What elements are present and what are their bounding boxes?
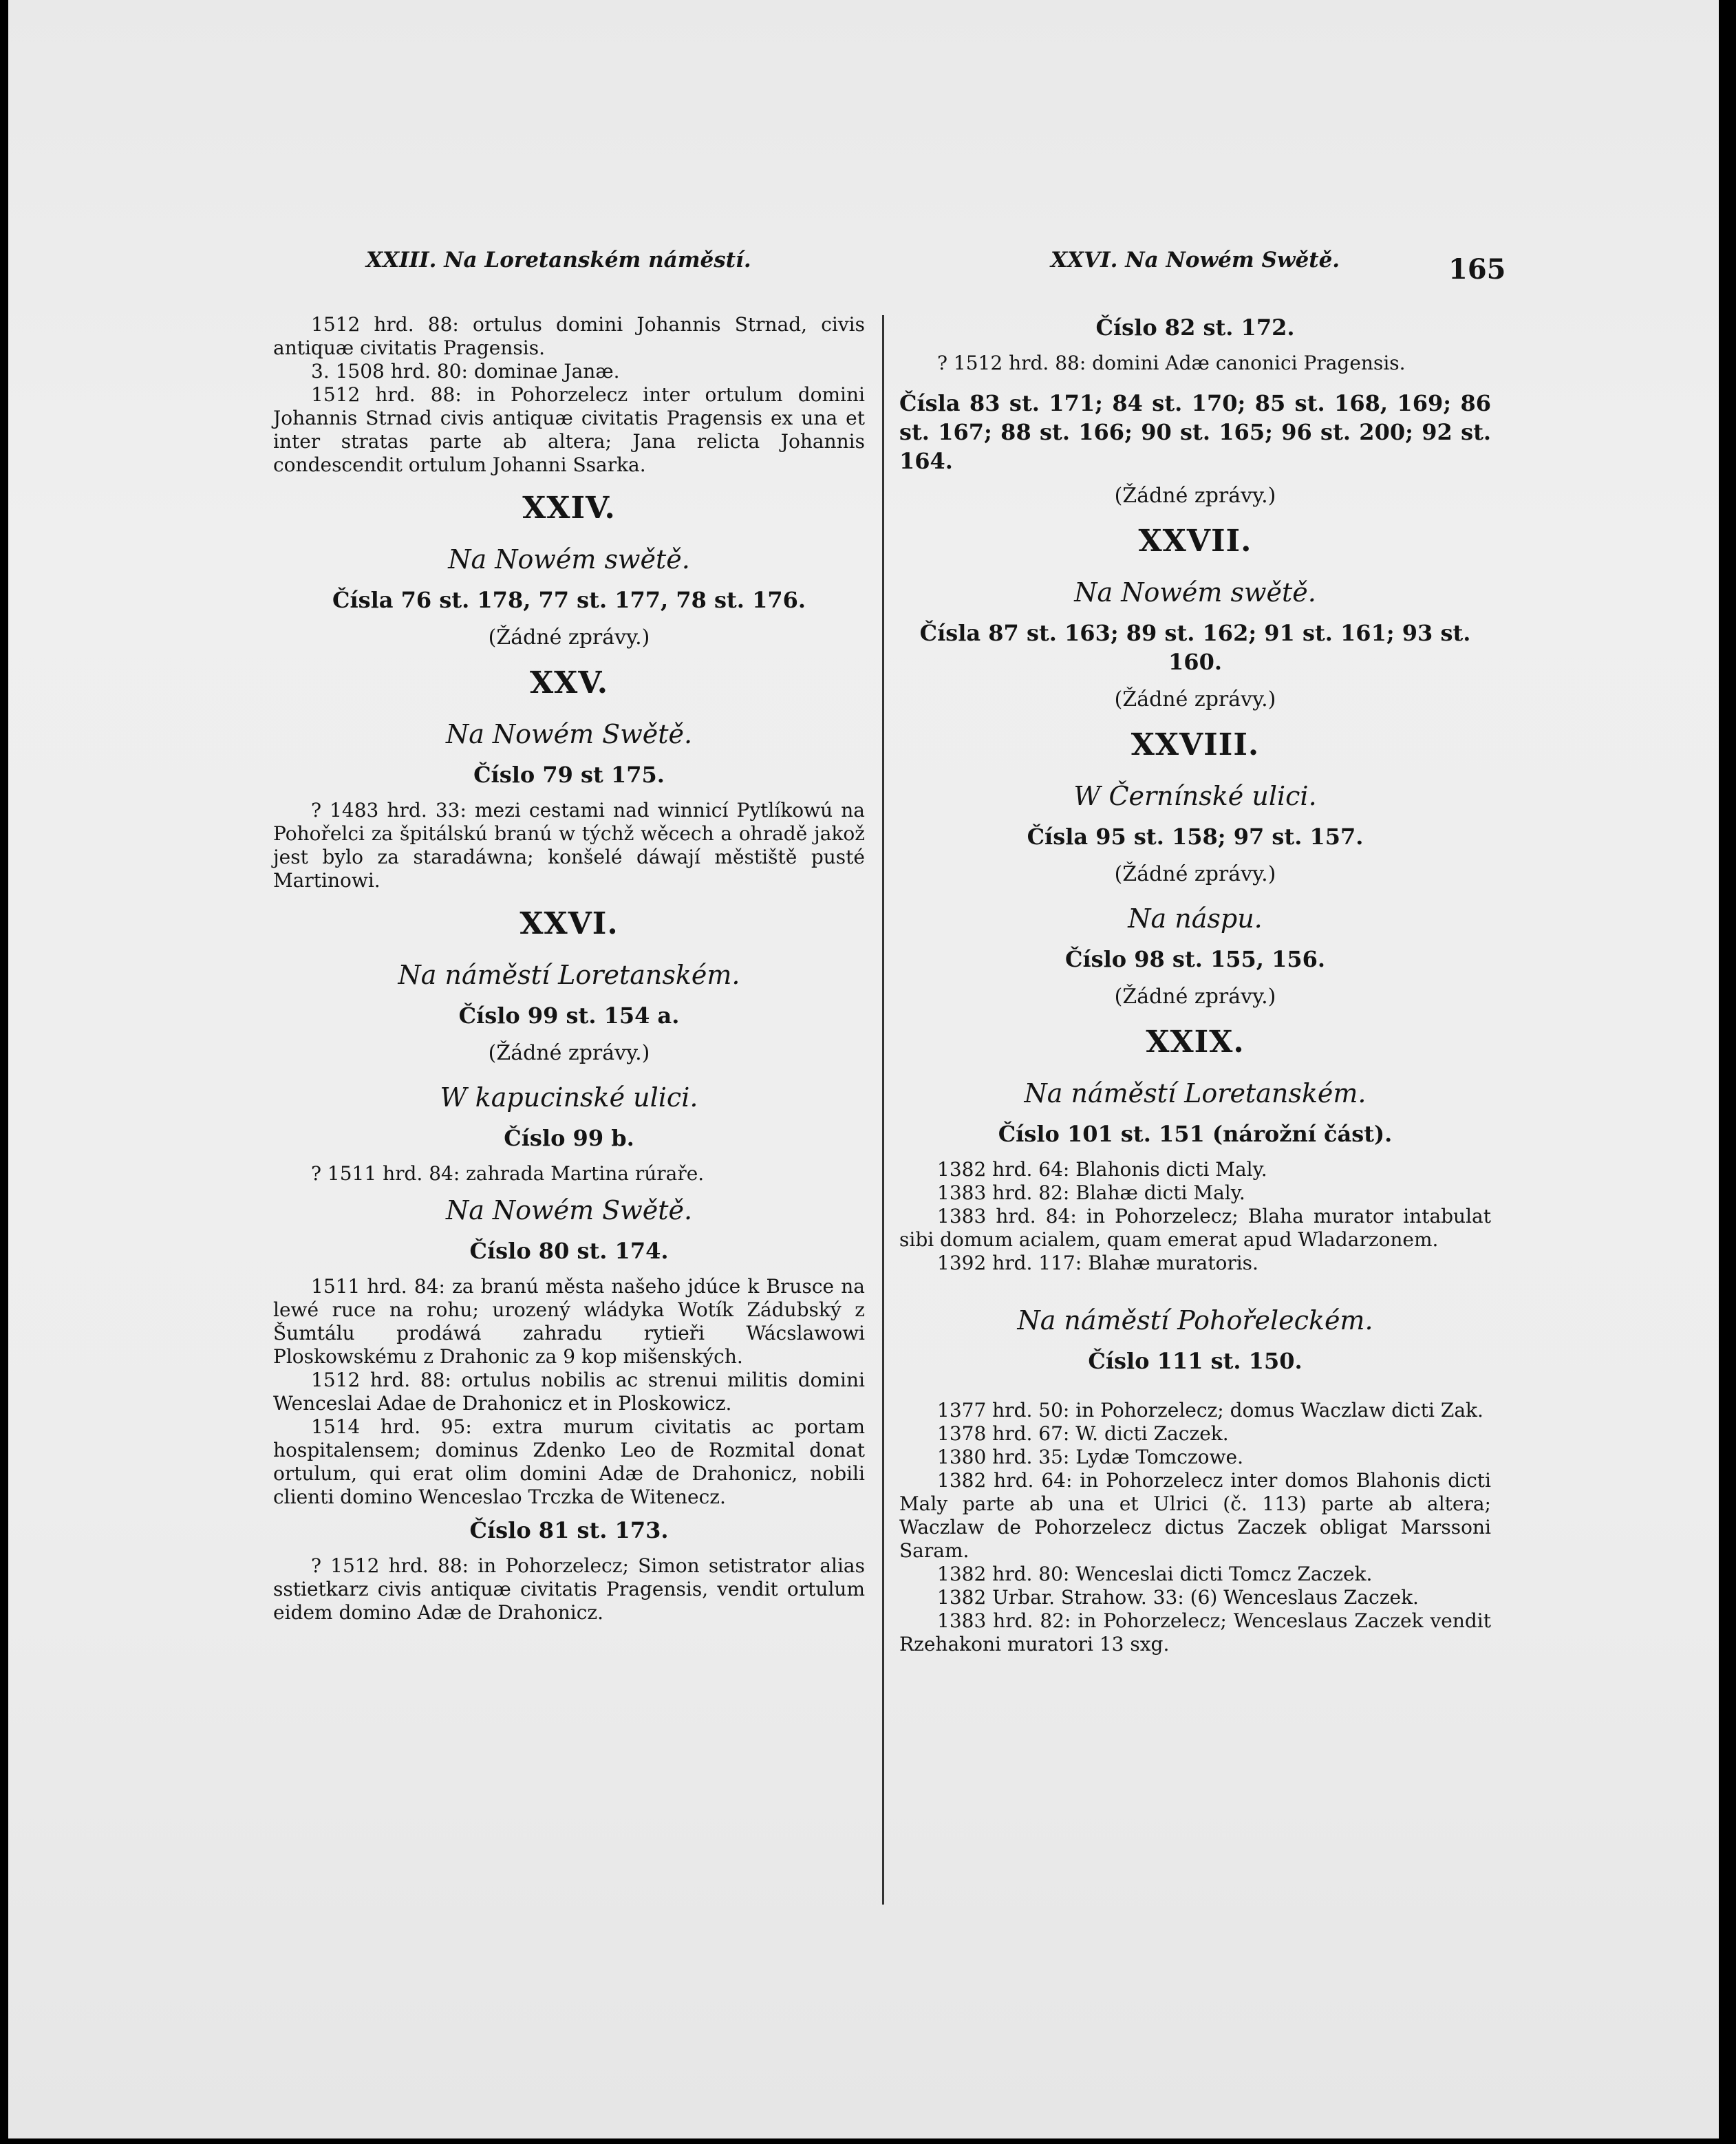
house-numbers: Číslo 81 st. 173. (469, 1517, 669, 1543)
no-records-note: (Žádné zprávy.) (1114, 687, 1276, 711)
entry: 1512 hrd. 88: in Pohorzelecz inter ortulum domini Johannis Strnad civis antiquæ civitatis Pragensis ex una et inter stratas parte ab altera; Jana relicta Johannis condescendit ortulum Johanni Ssarka. (273, 383, 865, 476)
house-numbers: Číslo 79 st 175. (473, 762, 665, 788)
column-divider (882, 315, 884, 1905)
entry: 3. 1508 hrd. 80: dominae Janæ. (311, 360, 620, 383)
house-numbers: Čísla 76 st. 178, 77 st. 177, 78 st. 176. (332, 587, 806, 613)
no-records-note: (Žádné zprávy.) (1114, 985, 1276, 1009)
right-column (899, 313, 1491, 1656)
entry: ? 1511 hrd. 84: zahrada Martina rúraře. (311, 1162, 705, 1185)
entry: 1382 hrd. 80: Wenceslai dicti Tomcz Zaczek. (937, 1563, 1373, 1585)
house-numbers: Číslo 111 st. 150. (1088, 1348, 1303, 1374)
place-heading: Na náměstí Loretanském. (1024, 1078, 1367, 1108)
entry: 1511 hrd. 84: za branú města našeho jdúce k Brusce na lewé ruce na rohu; urozený wládyka Wotík Zádubský z Šumtálu prodáwá zahradu rytieři Wácslawowi Ploskowskému z Drahonic za 9 kop mišenských. (273, 1275, 865, 1368)
page-number: 165 (1448, 253, 1506, 286)
house-numbers: Čísla 83 st. 171; 84 st. 170; 85 st. 168, 169; 86 (899, 390, 1491, 416)
running-header-left: XXIII. Na Loretanském náměstí. (366, 248, 751, 272)
entry: ? 1512 hrd. 88: in Pohorzelecz; Simon setistrator alias sstietkarz civis antiquæ civitatis Pragensis, vendit ortulum eidem domino Adæ de Drahonicz. (273, 1554, 865, 1624)
left-column (273, 313, 865, 1625)
entry: ? 1483 hrd. 33: mezi cestami nad winnicí Pytlíkowú na Pohořelci za špitálskú branú w týchž wěcech a ohradě jakož jest bylo za staradáwna; konšelé dáwají městiště pusté Martinowi. (273, 799, 865, 892)
section-numeral: XXV. (529, 665, 609, 700)
place-heading: W kapucinské ulici. (440, 1082, 698, 1113)
entry: 1512 hrd. 88: ortulus nobilis ac strenui militis domini Wenceslai Adae de Drahonicz et in Ploskowicz. (273, 1369, 865, 1415)
house-numbers: st. 167; 88 st. 166; 90 st. 165; 96 st. 200; 92 st. 164. (899, 419, 1491, 474)
house-numbers: Číslo 99 st. 154 a. (458, 1003, 680, 1029)
entry: 1383 hrd. 82: in Pohorzelecz; Wenceslaus Zaczek vendit Rzehakoni muratori 13 sxg. (899, 1609, 1491, 1655)
place-heading: Na náměstí Pohořeleckém. (1017, 1305, 1373, 1336)
no-records-note: (Žádné zprávy.) (1114, 862, 1276, 886)
place-heading: Na náspu. (1128, 903, 1263, 934)
house-numbers: Číslo 98 st. 155, 156. (1064, 946, 1326, 972)
place-heading: Na náměstí Loretanském. (398, 960, 740, 990)
place-heading: Na Nowém swětě. (1074, 577, 1316, 608)
place-heading: W Černínské ulici. (1073, 781, 1317, 811)
section-numeral: XXVI. (519, 906, 619, 941)
entry: 1382 Urbar. Strahow. 33: (6) Wenceslaus Zaczek. (937, 1586, 1419, 1609)
section-numeral: XXIX. (1146, 1025, 1245, 1060)
house-numbers: Čísla 95 st. 158; 97 st. 157. (1027, 824, 1364, 850)
section-numeral: XXVIII. (1130, 727, 1260, 762)
no-records-note: (Žádné zprávy.) (488, 1041, 650, 1065)
entry: 1392 hrd. 117: Blahæ muratoris. (937, 1252, 1258, 1274)
place-heading: Na Nowém swětě. (448, 544, 690, 575)
house-numbers: Číslo 82 st. 172. (1095, 314, 1295, 341)
entry: 1380 hrd. 35: Lydæ Tomczowe. (937, 1446, 1243, 1468)
section-numeral: XXIV. (522, 491, 616, 526)
entry: 1382 hrd. 64: in Pohorzelecz inter domos Blahonis dicti Maly parte ab una et Ulrici (č. 113) parte ab altera; Waczlaw de Pohorzelecz dictus Zaczek obligat Marssoni Saram. (899, 1469, 1491, 1562)
place-heading: Na Nowém Swětě. (445, 1195, 693, 1225)
house-numbers: Číslo 101 st. 151 (nárožní část). (998, 1121, 1393, 1147)
no-records-note: (Žádné zprávy.) (1114, 484, 1276, 508)
house-numbers: Čísla 87 st. 163; 89 st. 162; 91 st. 161; 93 st. 160. (919, 620, 1471, 675)
entry: 1383 hrd. 84: in Pohorzelecz; Blaha murator intabulat sibi domum acialem, quam emerat apud Wladarzonem. (899, 1205, 1491, 1251)
no-records-note: (Žádné zprávy.) (488, 625, 650, 650)
place-heading: Na Nowém Swětě. (445, 719, 693, 749)
house-numbers: Číslo 99 b. (504, 1125, 634, 1151)
entry: 1382 hrd. 64: Blahonis dicti Maly. (937, 1158, 1267, 1181)
entry: 1383 hrd. 82: Blahæ dicti Maly. (937, 1181, 1245, 1204)
entry: 1512 hrd. 88: ortulus domini Johannis Strnad, civis antiquæ civitatis Pragensis. (273, 313, 865, 359)
entry: 1514 hrd. 95: extra murum civitatis ac portam hospitalensem; dominus Zdenko Leo de Rozmital donat ortulum, qui erat olim domini Adæ de Drahonicz, nobili clienti domino Wenceslao Trczka de Witenecz. (273, 1415, 865, 1508)
section-numeral: XXVII. (1138, 524, 1252, 559)
running-header-right: XXVI. Na Nowém Swětě. (1051, 248, 1340, 272)
entry: ? 1512 hrd. 88: domini Adæ canonici Pragensis. (937, 352, 1406, 374)
house-numbers: Číslo 80 st. 174. (469, 1238, 669, 1264)
scanned-page (8, 0, 1719, 2138)
entry: 1378 hrd. 67: W. dicti Zaczek. (937, 1422, 1229, 1445)
entry: 1377 hrd. 50: in Pohorzelecz; domus Waczlaw dicti Zak. (937, 1399, 1483, 1422)
